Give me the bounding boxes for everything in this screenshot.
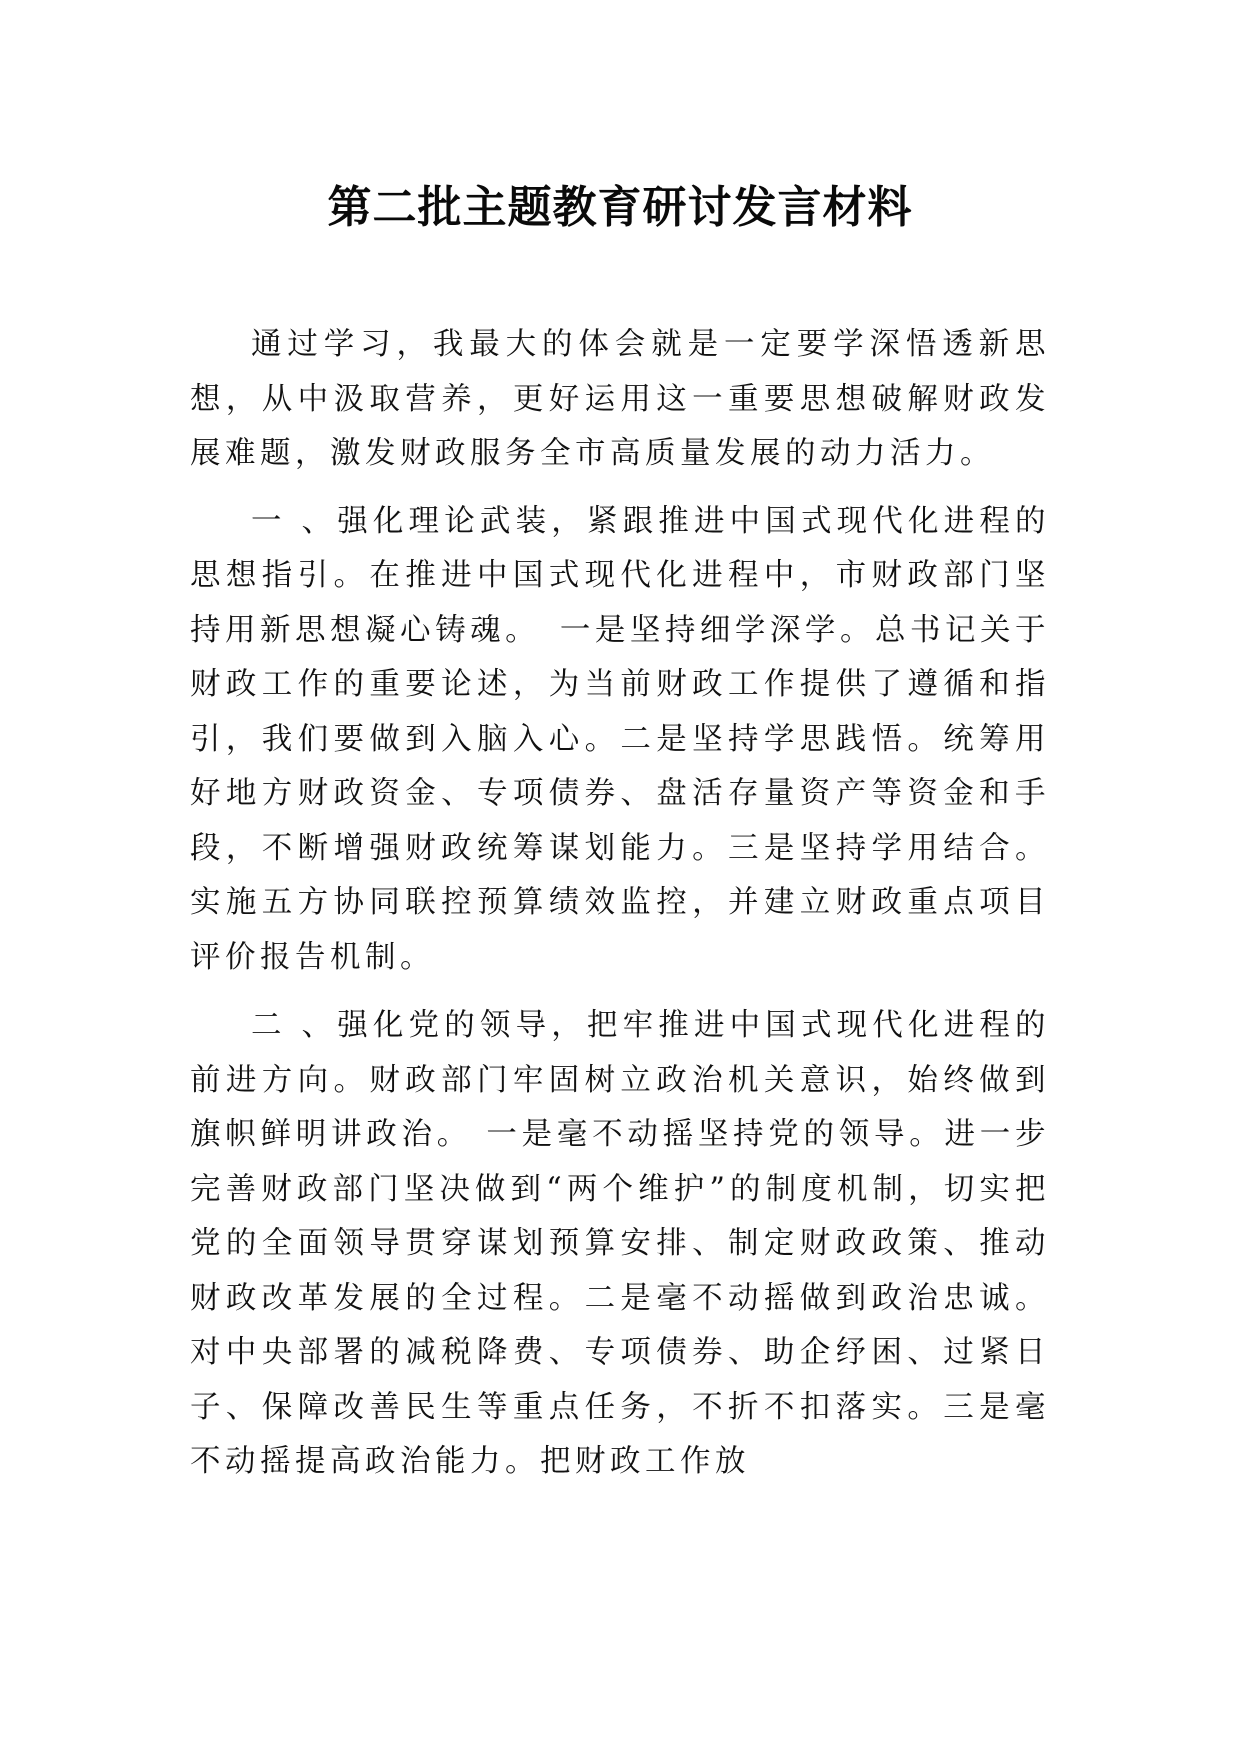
paragraph-section-one: 一 、强化理论武装，紧跟推进中国式现代化进程的思想指引。在推进中国式现代化进程中，市财政部门坚持用新思想凝心铸魂。 一是坚持细学深学。总书记关于财政工作的重要论述，为当前财政工作提供了遵循和指引，我们要做到入脑入心。二是坚持学思践悟。统筹用好地方财政资金、专项债券、盘活存量资产等资金和手段，不断增强财政统筹谋划能力。三是坚持学用结合。实施五方协同联控预算绩效监控，并建立财政重点项目评价报告机制。 [190, 503, 1050, 975]
paragraph-intro: 通过学习，我最大的体会就是一定要学深悟透新思想，从中汲取营养，更好运用这一重要思想破解财政发展难题，激发财政服务全市高质量发展的动力活力。 [190, 327, 1050, 471]
paragraph-section-two: 二 、强化党的领导，把牢推进中国式现代化进程的前进方向。财政部门牢固树立政治机关意识，始终做到旗帜鲜明讲政治。 一是毫不动摇坚持党的领导。进一步完善财政部门坚决做到“两个维护”的制度机制，切实把党的全面领导贯穿谋划预算安排、制定财政政策、推动财政改革发展的全过程。二是毫不动摇做到政治忠诚。对中央部署的减税降费、专项债券、助企纾困、过紧日子、保障改善民生等重点任务，不折不扣落实。三是毫不动摇提高政治能力。把财政工作放 [190, 1008, 1050, 1479]
document-body [190, 318, 1050, 1490]
document-title: 第二批主题教育研讨发言材料 [327, 182, 913, 233]
